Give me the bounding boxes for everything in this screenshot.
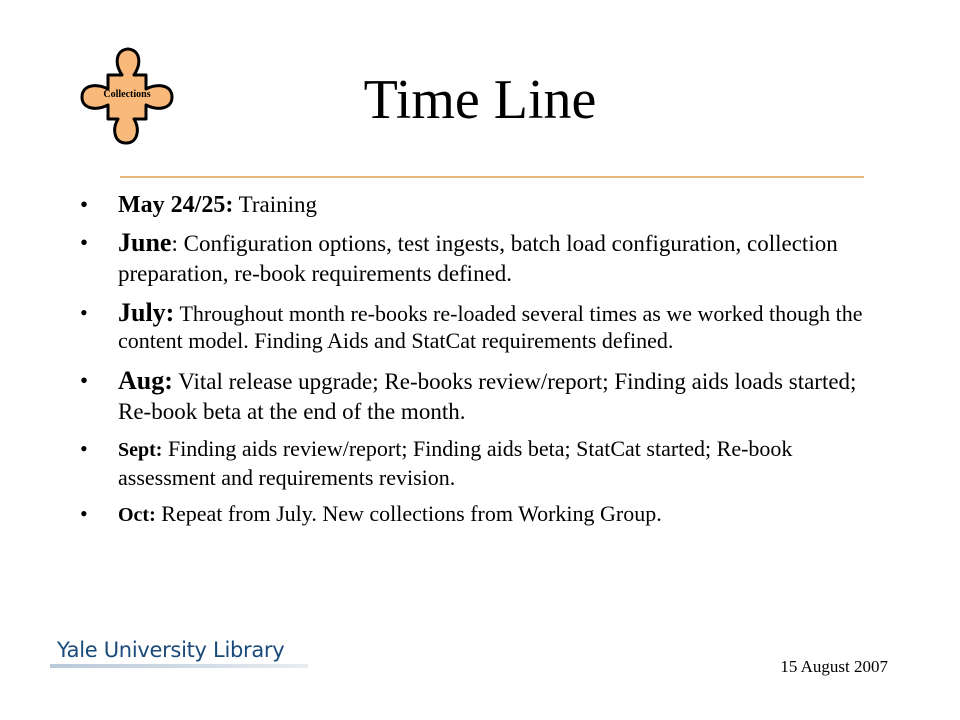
bullet-icon: • (80, 368, 89, 393)
list-item (80, 500, 880, 529)
item-lead: Sept: (118, 439, 163, 461)
library-name: Yale University Library (57, 638, 285, 662)
list-item (80, 366, 880, 427)
timeline-list (80, 190, 880, 529)
list-item (80, 190, 880, 220)
title-divider (120, 176, 864, 178)
bullet-icon: • (80, 192, 89, 217)
page-title: Time Line (363, 69, 597, 131)
item-text: Vital release upgrade; Re-books review/report; Finding aids loads started; Re-book beta at the end of the month. (118, 369, 857, 424)
bullet-icon: • (80, 501, 88, 526)
bullet-icon: • (80, 436, 88, 461)
list-item (80, 299, 880, 354)
item-lead: June (118, 228, 172, 257)
puzzle-label: Collections (103, 89, 151, 100)
item-text: : Configuration options, test ingests, batch load configuration, collection preparation, re-book requirements defined. (118, 231, 838, 286)
yale-library-logo (50, 638, 310, 668)
item-text: Finding aids review/report; Finding aids beta; StatCat started; Re-book assessment and requirements revision. (118, 436, 793, 490)
item-lead: Aug: (118, 366, 173, 395)
item-lead: July: (118, 298, 175, 327)
item-lead: May 24/25: (118, 192, 234, 218)
bullet-icon: • (80, 230, 89, 255)
item-lead: Oct: (118, 504, 156, 526)
item-text: Throughout month re-books re-loaded several times as we worked though the content model. Finding Aids and StatCat requirements defined. (118, 301, 863, 353)
slide-date: 15 August 2007 (780, 657, 888, 676)
item-text: Repeat from July. New collections from Working Group. (155, 501, 662, 526)
bullet-icon: • (80, 300, 88, 325)
list-item (80, 435, 880, 492)
logo-underline (50, 664, 308, 668)
list-item (80, 228, 880, 289)
item-text: Training (233, 192, 318, 217)
